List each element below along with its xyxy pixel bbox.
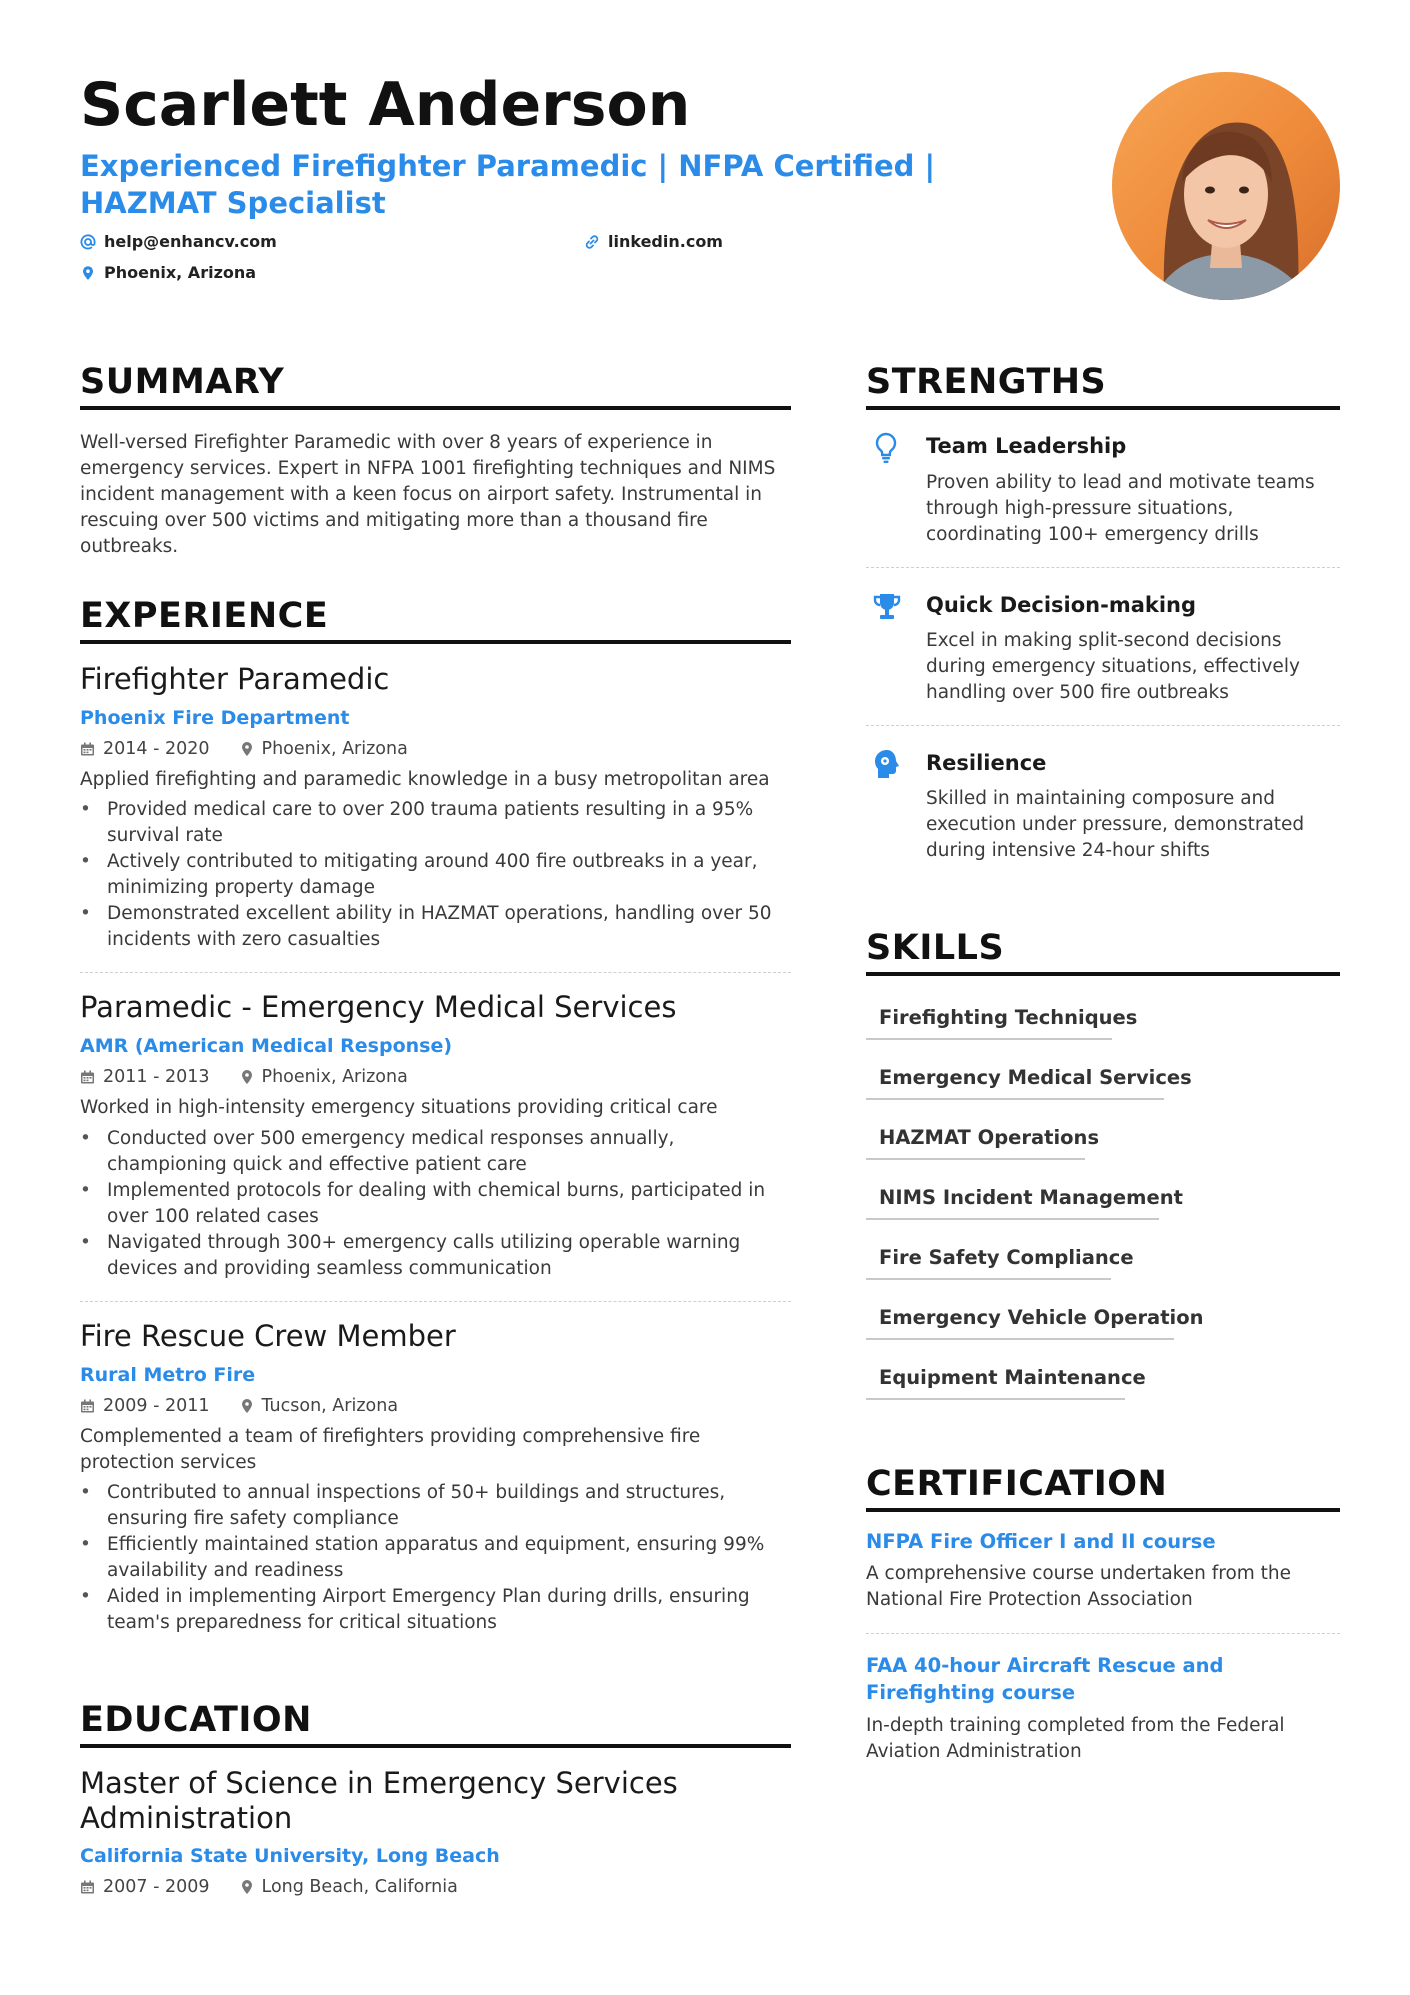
experience-divider xyxy=(80,640,791,644)
list-item: • Efficiently maintained station apparatus and equipment, ensuring 99% availability and readiness xyxy=(80,1532,791,1584)
list-item: • Navigated through 300+ emergency calls utilizing operable warning devices and providing seamless communication xyxy=(80,1230,791,1282)
at-icon xyxy=(80,234,96,250)
job-description: Complemented a team of firefighters providing comprehensive fire protection services xyxy=(80,1426,701,1473)
certification-title: NFPA Fire Officer I and II course xyxy=(866,1530,1216,1553)
location-pin-icon xyxy=(240,1879,254,1895)
summary-divider xyxy=(80,406,791,410)
job-dates: 2009 - 2011 xyxy=(103,1396,210,1416)
list-item: • Actively contributed to mitigating around 400 fire outbreaks in a year, minimizing property damage xyxy=(80,849,791,901)
contact-email[interactable] xyxy=(80,232,277,251)
location-pin-icon xyxy=(240,1398,254,1414)
certification-title: FAA 40-hour Aircraft Rescue and Firefighting course xyxy=(866,1654,1224,1704)
strengths-heading: STRENGTHS xyxy=(866,362,1107,402)
job-description: Applied firefighting and paramedic knowledge in a busy metropolitan area xyxy=(80,769,770,790)
strength-separator xyxy=(866,567,1340,568)
skill-underline xyxy=(866,1038,1112,1040)
company-name: AMR (American Medical Response) xyxy=(80,1035,453,1057)
head-icon xyxy=(872,748,902,780)
link-icon xyxy=(584,234,600,250)
skill-tag: Emergency Medical Services xyxy=(879,1066,1192,1089)
list-item: • Provided medical care to over 200 trauma patients resulting in a 95% survival rate xyxy=(80,797,791,849)
strength-text: Skilled in maintaining composure and execution under pressure, demonstrated during intensive 24-hour shifts xyxy=(926,788,1305,861)
skill-underline xyxy=(866,1158,1085,1160)
strength-text: Proven ability to lead and motivate teams through high-pressure situations, coordinating 100+ emergency drills xyxy=(926,472,1315,545)
headline: Experienced Firefighter Paramedic | NFPA Certified | HAZMAT Specialist xyxy=(80,149,936,220)
job-dates: 2011 - 2013 xyxy=(103,1067,210,1087)
profile-photo xyxy=(1112,72,1340,300)
degree-title: Master of Science in Emergency Services Administration xyxy=(80,1766,678,1835)
certification-text: In-depth training completed from the Federal Aviation Administration xyxy=(866,1715,1285,1762)
calendar-icon xyxy=(80,1070,95,1085)
location-pin-icon xyxy=(240,1069,254,1085)
calendar-icon xyxy=(80,1880,95,1895)
skill-tag: Firefighting Techniques xyxy=(879,1006,1138,1029)
skills-divider xyxy=(866,972,1340,976)
job-dates: 2014 - 2020 xyxy=(103,739,210,759)
contact-location xyxy=(80,263,256,282)
skill-underline xyxy=(866,1218,1159,1220)
job-title: Firefighter Paramedic xyxy=(80,662,390,696)
education-dates: 2007 - 2009 xyxy=(103,1877,210,1897)
lightbulb-icon xyxy=(874,432,898,464)
job-title: Paramedic - Emergency Medical Services xyxy=(80,990,677,1024)
company-name: Rural Metro Fire xyxy=(80,1364,256,1386)
education-meta xyxy=(80,1877,458,1897)
job-title: Fire Rescue Crew Member xyxy=(80,1319,456,1353)
summary-text: Well-versed Firefighter Paramedic with over 8 years of experience in emergency services. Expert in NFPA 1001 firefighting techniques and NIMS incident management with a keen focus on airport safety. Instrumental in rescuing over 500 victims and mitigating more than a thousand fire outbreaks. xyxy=(80,432,776,557)
trophy-icon xyxy=(872,592,902,622)
job-location: Phoenix, Arizona xyxy=(261,1067,408,1087)
skill-underline xyxy=(866,1098,1164,1100)
strength-separator xyxy=(866,725,1340,726)
summary-heading: SUMMARY xyxy=(80,362,285,402)
contact-linkedin[interactable] xyxy=(584,232,723,251)
skill-underline xyxy=(866,1338,1174,1340)
candidate-name: Scarlett Anderson xyxy=(80,70,691,140)
skill-tag: HAZMAT Operations xyxy=(879,1126,1100,1149)
skill-tag: Emergency Vehicle Operation xyxy=(879,1306,1204,1329)
location-text: Phoenix, Arizona xyxy=(104,263,257,282)
job-bullets xyxy=(80,1480,791,1636)
skill-tag: Fire Safety Compliance xyxy=(879,1246,1134,1269)
job-bullets xyxy=(80,1126,791,1282)
calendar-icon xyxy=(80,742,95,757)
list-item: • Aided in implementing Airport Emergency Plan during drills, ensuring team's preparedness for critical situations xyxy=(80,1584,791,1636)
job-bullets xyxy=(80,797,791,953)
education-location: Long Beach, California xyxy=(261,1877,458,1897)
skill-underline xyxy=(866,1278,1111,1280)
strength-title: Quick Decision-making xyxy=(926,593,1197,617)
email-text: help@enhancv.com xyxy=(104,232,277,251)
list-item: • Contributed to annual inspections of 50+ buildings and structures, ensuring fire safety compliance xyxy=(80,1480,791,1532)
location-pin-icon xyxy=(80,265,96,281)
experience-heading: EXPERIENCE xyxy=(80,596,329,636)
school-name: California State University, Long Beach xyxy=(80,1845,500,1867)
job-separator xyxy=(80,972,791,973)
skill-tag: Equipment Maintenance xyxy=(879,1366,1146,1389)
job-meta xyxy=(80,1396,398,1416)
strength-title: Resilience xyxy=(926,751,1047,775)
certification-divider xyxy=(866,1508,1340,1512)
skills-heading: SKILLS xyxy=(866,928,1005,968)
job-meta xyxy=(80,739,408,759)
job-location: Tucson, Arizona xyxy=(261,1396,399,1416)
strengths-divider xyxy=(866,406,1340,410)
skill-tag: NIMS Incident Management xyxy=(879,1186,1183,1209)
job-description: Worked in high-intensity emergency situations providing critical care xyxy=(80,1097,718,1118)
certification-separator xyxy=(866,1633,1340,1634)
strength-text: Excel in making split-second decisions during emergency situations, effectively handling over 500 fire outbreaks xyxy=(926,630,1300,703)
skill-underline xyxy=(866,1398,1125,1400)
list-item: • Implemented protocols for dealing with chemical burns, participated in over 100 related cases xyxy=(80,1178,791,1230)
strength-title: Team Leadership xyxy=(926,434,1127,458)
education-divider xyxy=(80,1744,791,1748)
job-meta xyxy=(80,1067,408,1087)
certification-heading: CERTIFICATION xyxy=(866,1464,1168,1504)
certification-text: A comprehensive course undertaken from the National Fire Protection Association xyxy=(866,1563,1292,1610)
job-separator xyxy=(80,1301,791,1302)
linkedin-text: linkedin.com xyxy=(608,232,723,251)
education-heading: EDUCATION xyxy=(80,1700,312,1740)
list-item: • Demonstrated excellent ability in HAZMAT operations, handling over 50 incidents with zero casualties xyxy=(80,901,791,953)
calendar-icon xyxy=(80,1399,95,1414)
job-location: Phoenix, Arizona xyxy=(261,739,408,759)
location-pin-icon xyxy=(240,741,254,757)
list-item: • Conducted over 500 emergency medical responses annually, championing quick and effective patient care xyxy=(80,1126,791,1178)
company-name: Phoenix Fire Department xyxy=(80,707,350,729)
